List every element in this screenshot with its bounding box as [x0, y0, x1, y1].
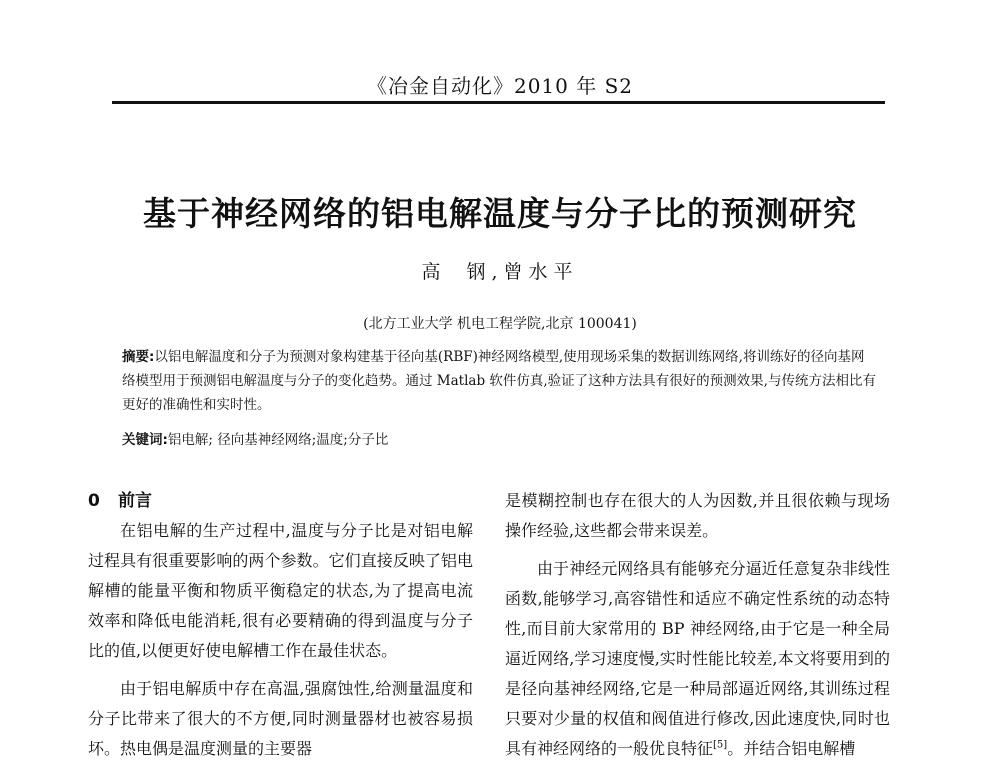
abstract-text: 以铝电解温度和分子为预测对象构建基于径向基(RBF)神经网络模型,使用现场采集的数据训练网络,将训练好的径向基网络模型用于预测铝电解温度与分子的变化趋势。通过 Matlab 软件仿真,验证了这种方法具有很好的预测效果,与传统方法相比有更好的准确性和实时性。: [122, 349, 876, 413]
section-heading: [88, 486, 473, 516]
paragraph-tail: 。并结合铝电解槽: [727, 739, 856, 758]
paper-title: 基于神经网络的铝电解温度与分子比的预测研究: [143, 194, 857, 233]
intro-paragraph-3: [505, 554, 890, 764]
journal-header: 《冶金自动化》2010 年 S2: [366, 74, 634, 98]
section-title: 前言: [118, 491, 152, 511]
citation-ref: [5]: [713, 739, 728, 751]
keywords-label: 关键词:: [122, 432, 168, 448]
abstract: [122, 345, 877, 417]
abstract-label: 摘要:: [122, 349, 155, 365]
continued-paragraph: 是模糊控制也存在很大的人为因数,并且很依赖与现场操作经验,这些都会带来误差。: [505, 491, 890, 540]
intro-paragraph-1: 在铝电解的生产过程中,温度与分子比是对铝电解过程具有很重要影响的两个参数。它们直接反映了铝电解槽的能量平衡和物质平衡稳定的状态,为了提高电流效率和降低电能消耗,很有必要精确的得到温度与分子比的值,以便更好使电解槽工作在最佳状态。: [88, 521, 473, 660]
left-column: [88, 486, 473, 764]
intro-paragraph-2: 由于铝电解质中存在高温,强腐蚀性,给测量温度和分子比带来了很大的不方便,同时测量器材也被容易损坏。热电偶是温度测量的主要器: [88, 679, 473, 758]
keywords-text: 铝电解; 径向基神经网络;温度;分子比: [167, 432, 389, 448]
header-rule: [112, 101, 885, 104]
right-column: [505, 486, 890, 764]
authors: 高 钢,曾水平: [421, 261, 579, 283]
keywords: [122, 429, 877, 451]
section-number: 0: [88, 491, 100, 511]
paragraph-text: 由于神经元网络具有能够充分逼近任意复杂非线性函数,能够学习,高容错性和适应不确定性系统的动态特性,而目前大家常用的 BP 神经网络,由于它是一种全局逼近网络,学习速度慢,实时性能比较差,本文将要用到的是径向基神经网络,它是一种局部逼近网络,其训练过程只要对少量的权值和阀值进行修改,因此速度快,同时也具有神经网络的一般优良特征: [505, 559, 890, 758]
affiliation: (北方工业大学 机电工程学院,北京 100041): [363, 316, 637, 332]
